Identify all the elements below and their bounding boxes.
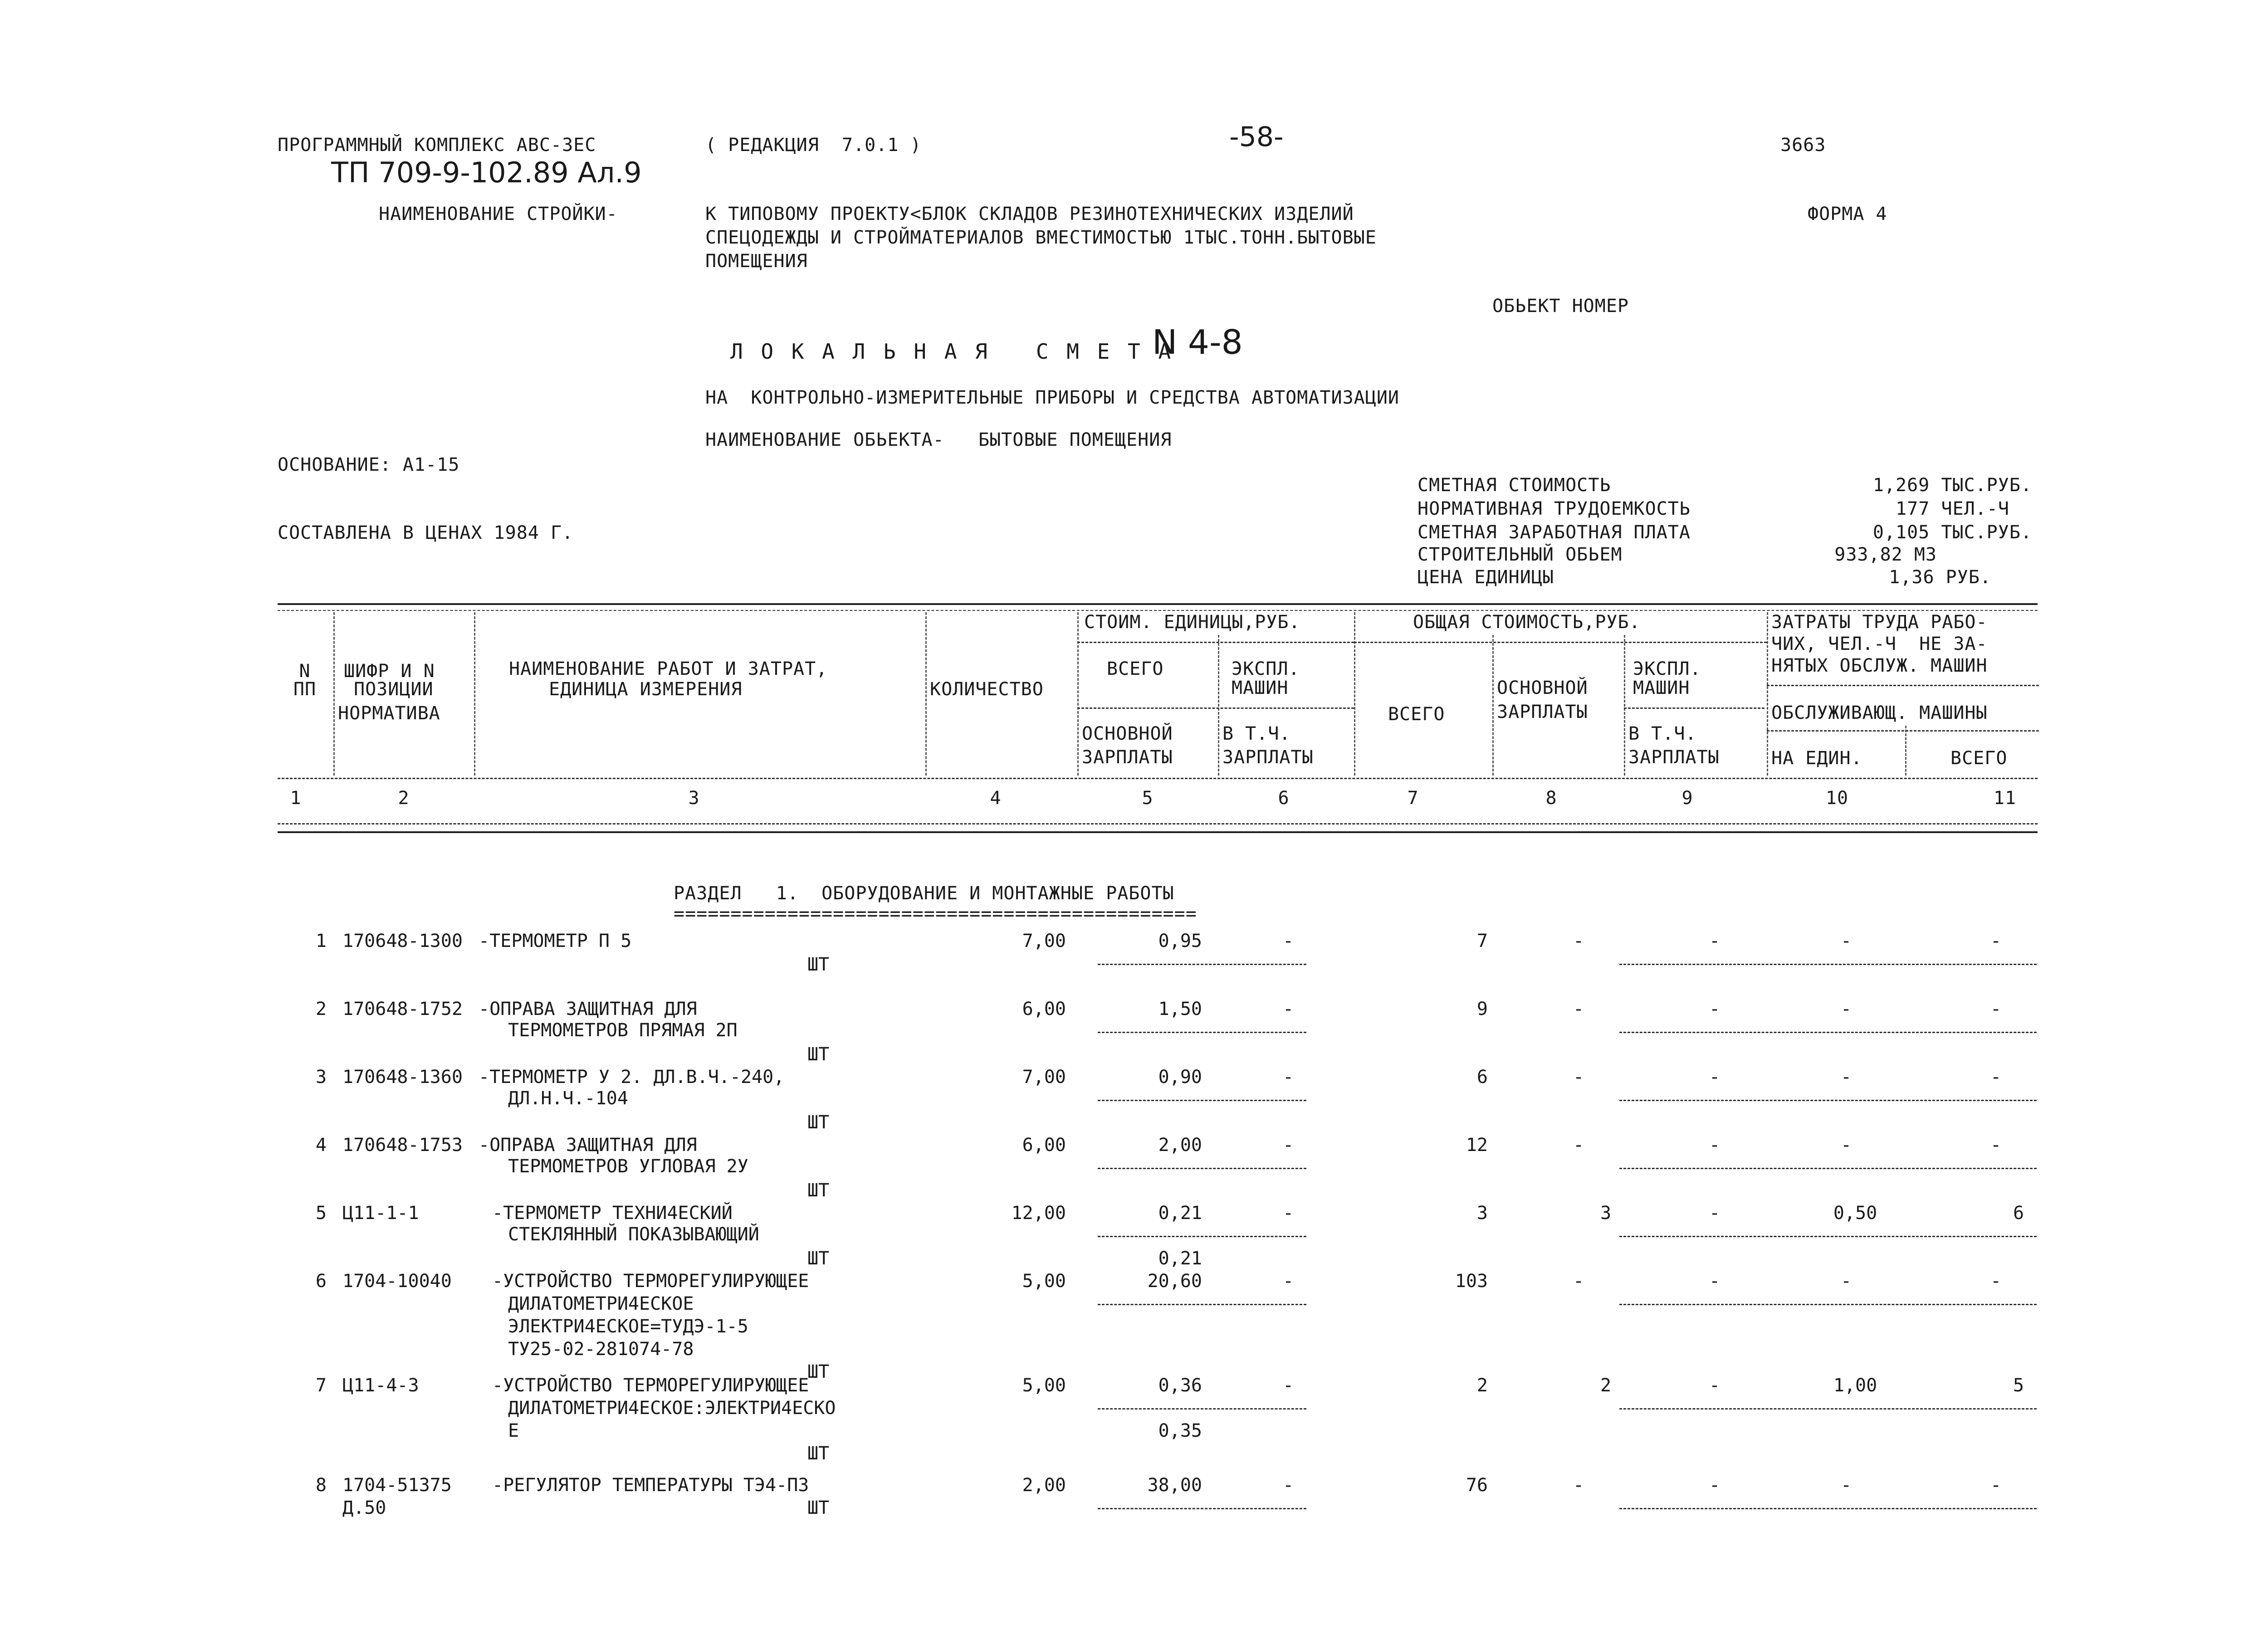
row-rule bbox=[1098, 1408, 1306, 1410]
row-name: -ТЕРМОМЕТР ТЕХНИ4ЕСКИЙ bbox=[492, 1203, 733, 1224]
row-labor-unit: - bbox=[1840, 1271, 1852, 1292]
row-quantity: 7,00 bbox=[1022, 931, 1066, 951]
summary-label: СТРОИТЕЛЬНЫЙ ОБЬЕМ bbox=[1418, 544, 1623, 565]
row-quantity: 6,00 bbox=[1022, 999, 1066, 1019]
col-number: 5 bbox=[1142, 788, 1154, 809]
row-code: 1704-10040 bbox=[342, 1271, 452, 1292]
summary-value: 933,82 М3 bbox=[1834, 544, 1937, 565]
row-number: 5 bbox=[315, 1203, 327, 1224]
row-name: ТЕРМОМЕТРОВ ПРЯМАЯ 2П bbox=[508, 1020, 738, 1041]
construction-line-1: К ТИПОВОМУ ПРОЕКТУ<БЛОК СКЛАДОВ РЕЗИНОТЕХНИЧЕСКИХ ИЗДЕЛИЙ bbox=[705, 204, 1354, 224]
row-rule bbox=[1619, 1100, 2037, 1101]
row-name: ДИЛАТОМЕТРИ4ЕСКОЕ bbox=[508, 1293, 694, 1314]
document-number: 3663 bbox=[1780, 135, 1826, 156]
numbers-bottom-rule bbox=[278, 823, 2038, 824]
row-code: Ц11-1-1 bbox=[342, 1203, 419, 1224]
table-top-rule-2 bbox=[278, 610, 2038, 611]
row-unit: ШТ bbox=[807, 1443, 830, 1464]
row-expl-total: - bbox=[1709, 1475, 1721, 1496]
row-expl-total: - bbox=[1709, 1067, 1721, 1088]
row-name: -ТЕРМОМЕТР У 2. ДЛ.В.Ч.-240, bbox=[479, 1067, 785, 1088]
general-incl-label-2: ЗАРПЛАТЫ bbox=[1628, 747, 1720, 768]
col-separator bbox=[1624, 635, 1625, 776]
row-name: -ОПРАВА ЗАЩИТНАЯ ДЛЯ bbox=[479, 1135, 697, 1156]
col-separator bbox=[1354, 612, 1355, 776]
header-inner-rule bbox=[1354, 642, 1767, 643]
row-expl-total: - bbox=[1709, 1203, 1721, 1224]
row-rule bbox=[1098, 1168, 1306, 1169]
col-number: 1 bbox=[290, 788, 302, 809]
col-qty-label: КОЛИЧЕСТВО bbox=[930, 679, 1044, 700]
general-wage-label-2: ЗАРПЛАТЫ bbox=[1497, 702, 1588, 722]
row-labor-unit: 1,00 bbox=[1833, 1375, 1877, 1396]
row-name: СТЕКЛЯННЫЙ ПОКАЗЫВАЮЩИЙ bbox=[508, 1224, 759, 1245]
row-labor-total: 5 bbox=[2013, 1375, 2024, 1396]
labor-total-label: ВСЕГО bbox=[1950, 748, 2008, 769]
handwritten-reference: ТП 709-9-102.89 Ал.9 bbox=[331, 156, 642, 189]
row-total: 6 bbox=[1476, 1067, 1488, 1088]
row-number: 2 bbox=[315, 999, 327, 1019]
row-total: 12 bbox=[1466, 1135, 1488, 1156]
row-rule bbox=[1098, 1508, 1306, 1509]
unit-expl-label-1: ЭКСПЛ. bbox=[1232, 658, 1300, 679]
row-number: 3 bbox=[315, 1067, 327, 1088]
row-labor-total: - bbox=[1990, 1067, 2002, 1088]
row-labor-unit: - bbox=[1840, 1067, 1852, 1088]
estimate-number: N 4-8 bbox=[1152, 323, 1243, 362]
row-expl: - bbox=[1282, 1475, 1294, 1496]
summary-label: СМЕТНАЯ СТОИМОСТЬ bbox=[1418, 475, 1611, 496]
col-number: 4 bbox=[990, 788, 1002, 809]
row-unit-wage: 0,21 bbox=[1158, 1248, 1202, 1269]
col-pp-label: ПП bbox=[293, 679, 317, 700]
labor-label-2: ЧИХ, ЧЕЛ.-Ч НЕ ЗА- bbox=[1771, 634, 1988, 654]
construction-label: НАИМЕНОВАНИЕ СТРОЙКИ- bbox=[379, 204, 618, 224]
row-labor-total: - bbox=[1990, 931, 2002, 951]
form-label: ФОРМА 4 bbox=[1808, 204, 1887, 224]
table-top-rule bbox=[278, 603, 2038, 605]
row-labor-total: - bbox=[1990, 1475, 2002, 1496]
row-unit: ШТ bbox=[807, 1180, 830, 1201]
row-unit-price: 38,00 bbox=[1147, 1475, 1202, 1496]
row-unit-price: 0,90 bbox=[1158, 1067, 1202, 1088]
row-expl-total: - bbox=[1709, 1375, 1721, 1396]
row-rule bbox=[1619, 1408, 2037, 1410]
row-rule bbox=[1619, 964, 2037, 965]
col-number: 9 bbox=[1681, 788, 1693, 809]
price-base: СОСТАВЛЕНА В ЦЕНАХ 1984 Г. bbox=[278, 522, 574, 543]
row-wage: - bbox=[1573, 931, 1584, 951]
col-separator bbox=[1077, 612, 1079, 776]
row-total: 9 bbox=[1476, 999, 1488, 1019]
unit-cost-label: СТОИМ. ЕДИНИЦЫ,РУБ. bbox=[1084, 612, 1300, 633]
construction-line-3: ПОМЕЩЕНИЯ bbox=[705, 251, 808, 272]
row-wage: - bbox=[1573, 1271, 1584, 1292]
summary-label: ЦЕНА ЕДИНИЦЫ bbox=[1418, 567, 1554, 588]
row-expl-total: - bbox=[1709, 1135, 1721, 1156]
row-labor-unit: - bbox=[1840, 1135, 1852, 1156]
col-number: 7 bbox=[1407, 788, 1419, 809]
col-separator bbox=[1767, 612, 1768, 776]
row-wage: - bbox=[1573, 1135, 1584, 1156]
row-rule bbox=[1098, 1304, 1306, 1305]
row-total: 2 bbox=[1476, 1375, 1488, 1396]
row-unit: ШТ bbox=[807, 1361, 830, 1382]
row-code: 1704-51375 bbox=[342, 1475, 452, 1496]
col-code-label-2: ПОЗИЦИИ bbox=[354, 679, 434, 700]
row-labor-unit: - bbox=[1840, 999, 1852, 1019]
unit-expl-label-2: МАШИН bbox=[1232, 678, 1289, 698]
row-quantity: 6,00 bbox=[1022, 1135, 1066, 1156]
row-rule bbox=[1098, 964, 1306, 965]
col-n-label: N bbox=[299, 661, 311, 682]
row-name: ТУ25-02-281074-78 bbox=[508, 1339, 694, 1360]
row-unit-wage: 0,35 bbox=[1158, 1420, 1202, 1441]
page-number: -58- bbox=[1229, 121, 1284, 153]
header-inner-rule bbox=[1077, 707, 1354, 709]
header-inner-rule bbox=[1077, 642, 1354, 643]
estimate-subject: НА КОНТРОЛЬНО-ИЗМЕРИТЕЛЬНЫЕ ПРИБОРЫ И СРЕДСТВА АВТОМАТИЗАЦИИ bbox=[705, 387, 1400, 408]
row-labor-total: - bbox=[1990, 999, 2002, 1019]
col-separator bbox=[1905, 726, 1906, 776]
row-name: ДИЛАТОМЕТРИ4ЕСКОЕ:ЭЛЕКТРИ4ЕСКО bbox=[508, 1398, 836, 1419]
row-unit: ШТ bbox=[807, 1044, 830, 1065]
construction-line-2: СПЕЦОДЕЖДЫ И СТРОЙМАТЕРИАЛОВ ВМЕСТИМОСТЬЮ 1ТЫС.ТОНН.БЫТОВЫЕ bbox=[705, 227, 1377, 248]
object-number: ОБЬЕКТ НОМЕР bbox=[1492, 296, 1629, 317]
estimate-title: Л О К А Л Ь Н А Я С М Е Т А bbox=[730, 339, 1174, 364]
object-name: НАИМЕНОВАНИЕ ОБЬЕКТА- БЫТОВЫЕ ПОМЕЩЕНИЯ bbox=[705, 429, 1172, 450]
labor-label-1: ЗАТРАТЫ ТРУДА РАБО- bbox=[1771, 612, 1988, 633]
row-expl: - bbox=[1282, 1203, 1294, 1224]
row-unit: ШТ bbox=[807, 954, 830, 975]
row-name: Е bbox=[508, 1420, 519, 1441]
row-rule bbox=[1619, 1508, 2037, 1509]
row-rule bbox=[1098, 1032, 1306, 1033]
unit-incl-label-2: ЗАРПЛАТЫ bbox=[1222, 747, 1314, 768]
row-quantity: 2,00 bbox=[1022, 1475, 1066, 1496]
summary-label: СМЕТНАЯ ЗАРАБОТНАЯ ПЛАТА bbox=[1418, 522, 1691, 543]
row-wage: - bbox=[1573, 999, 1584, 1019]
row-wage: 3 bbox=[1600, 1203, 1612, 1224]
col-separator bbox=[474, 612, 475, 776]
unit-incl-label-1: В Т.Ч. bbox=[1222, 723, 1291, 744]
col-number: 6 bbox=[1278, 788, 1290, 809]
basis: ОСНОВАНИЕ: А1-15 bbox=[278, 454, 460, 475]
general-total-label: ВСЕГО bbox=[1388, 704, 1445, 725]
row-unit-price: 2,00 bbox=[1158, 1135, 1202, 1156]
col-name-label-1: НАИМЕНОВАНИЕ РАБОТ И ЗАТРАТ, bbox=[509, 658, 828, 679]
row-rule bbox=[1619, 1032, 2037, 1033]
unit-total-label: ВСЕГО bbox=[1107, 658, 1164, 679]
summary-value: 177 ЧЕЛ.-Ч bbox=[1896, 498, 2009, 519]
general-expl-label-2: МАШИН bbox=[1633, 678, 1690, 698]
summary-label: НОРМАТИВНАЯ ТРУДОЕМКОСТЬ bbox=[1418, 498, 1691, 519]
col-number: 2 bbox=[398, 788, 410, 809]
col-name-label-2: ЕДИНИЦА ИЗМЕРЕНИЯ bbox=[549, 679, 743, 700]
row-unit-price: 0,36 bbox=[1158, 1375, 1202, 1396]
header-inner-rule bbox=[1767, 685, 2039, 686]
row-expl: - bbox=[1282, 1375, 1294, 1396]
row-rule bbox=[1619, 1168, 2037, 1169]
header-inner-rule bbox=[1767, 730, 2039, 732]
row-labor-unit: 0,50 bbox=[1833, 1203, 1877, 1224]
row-name: -РЕГУЛЯТОР ТЕМПЕРАТУРЫ ТЭ4-П3 bbox=[492, 1475, 809, 1496]
row-expl: - bbox=[1282, 931, 1294, 951]
row-wage: 2 bbox=[1600, 1375, 1612, 1396]
general-wage-label-1: ОСНОВНОЙ bbox=[1497, 678, 1588, 698]
row-wage: - bbox=[1573, 1475, 1584, 1496]
col-separator bbox=[333, 612, 335, 776]
row-quantity: 7,00 bbox=[1022, 1067, 1066, 1088]
row-expl: - bbox=[1282, 1271, 1294, 1292]
row-name: ТЕРМОМЕТРОВ УГЛОВАЯ 2У bbox=[508, 1156, 748, 1177]
unit-wage-label-1: ОСНОВНОЙ bbox=[1082, 723, 1173, 744]
program-name: ПРОГРАММНЫЙ КОМПЛЕКС АВС-3ЕС bbox=[278, 135, 596, 156]
labor-label-3: НЯТЫХ ОБСЛУЖ. МАШИН bbox=[1771, 655, 1988, 676]
edition: ( РЕДАКЦИЯ 7.0.1 ) bbox=[705, 135, 922, 156]
row-quantity: 5,00 bbox=[1022, 1375, 1066, 1396]
col-number: 3 bbox=[688, 788, 700, 809]
row-code-2: Д.50 bbox=[342, 1497, 386, 1518]
col-separator bbox=[1492, 635, 1494, 776]
row-name: -УСТРОЙСТВО ТЕРМОРЕГУЛИРУЮЩЕЕ bbox=[492, 1375, 809, 1396]
row-total: 7 bbox=[1476, 931, 1488, 951]
row-unit-price: 1,50 bbox=[1158, 999, 1202, 1019]
row-code: 170648-1360 bbox=[342, 1067, 463, 1088]
row-unit-price: 0,95 bbox=[1158, 931, 1202, 951]
row-rule bbox=[1098, 1100, 1306, 1101]
row-name: ДЛ.Н.Ч.-104 bbox=[508, 1088, 628, 1109]
summary-value: 1,269 ТЫС.РУБ. bbox=[1872, 475, 2032, 496]
row-expl: - bbox=[1282, 999, 1294, 1019]
row-name: -УСТРОЙСТВО ТЕРМОРЕГУЛИРУЮЩЕЕ bbox=[492, 1271, 809, 1292]
row-expl: - bbox=[1282, 1135, 1294, 1156]
section-underline: ============================================== bbox=[674, 903, 1197, 924]
summary-value: 0,105 ТЫС.РУБ. bbox=[1872, 522, 2032, 543]
row-name: -ТЕРМОМЕТР П 5 bbox=[479, 931, 632, 951]
col-number: 11 bbox=[1993, 788, 2017, 809]
row-unit-price: 0,21 bbox=[1158, 1203, 1202, 1224]
section-title: РАЗДЕЛ 1. ОБОРУДОВАНИЕ И МОНТАЖНЫЕ РАБОТЫ bbox=[674, 883, 1174, 904]
row-number: 4 bbox=[315, 1135, 327, 1156]
row-wage: - bbox=[1573, 1067, 1584, 1088]
col-code-label-3: НОРМАТИВА bbox=[338, 703, 440, 724]
col-code-label-1: ШИФР И N bbox=[344, 661, 435, 682]
general-expl-label-1: ЭКСПЛ. bbox=[1633, 658, 1701, 679]
row-labor-unit: - bbox=[1840, 931, 1852, 951]
row-expl: - bbox=[1282, 1067, 1294, 1088]
row-number: 7 bbox=[315, 1375, 327, 1396]
row-rule bbox=[1098, 1236, 1306, 1237]
row-unit: ШТ bbox=[807, 1497, 830, 1518]
row-total: 3 bbox=[1476, 1203, 1488, 1224]
row-rule bbox=[1619, 1304, 2037, 1305]
row-name: ЭЛЕКТРИ4ЕСКОЕ=ТУДЭ-1-5 bbox=[508, 1316, 748, 1337]
general-cost-label: ОБЩАЯ СТОИМОСТЬ,РУБ. bbox=[1413, 612, 1641, 633]
col-separator bbox=[1218, 635, 1219, 776]
row-total: 76 bbox=[1466, 1475, 1488, 1496]
row-code: Ц11-4-3 bbox=[342, 1375, 419, 1396]
col-separator bbox=[925, 612, 927, 776]
row-number: 8 bbox=[315, 1475, 327, 1496]
numbers-bottom-rule-2 bbox=[278, 831, 2038, 833]
col-number: 10 bbox=[1825, 788, 1849, 809]
row-expl-total: - bbox=[1709, 999, 1721, 1019]
row-total: 103 bbox=[1455, 1271, 1488, 1292]
header-bottom-rule bbox=[278, 778, 2038, 779]
row-number: 6 bbox=[315, 1271, 327, 1292]
header-inner-rule bbox=[1624, 707, 1765, 709]
row-unit-price: 20,60 bbox=[1147, 1271, 1202, 1292]
labor-per-unit-label: НА ЕДИН. bbox=[1771, 748, 1862, 769]
general-incl-label-1: В Т.Ч. bbox=[1628, 723, 1697, 744]
unit-wage-label-2: ЗАРПЛАТЫ bbox=[1082, 747, 1173, 768]
row-labor-total: - bbox=[1990, 1271, 2002, 1292]
row-name: -ОПРАВА ЗАЩИТНАЯ ДЛЯ bbox=[479, 999, 697, 1019]
row-expl-total: - bbox=[1709, 931, 1721, 951]
row-labor-total: - bbox=[1990, 1135, 2002, 1156]
row-rule bbox=[1619, 1236, 2037, 1237]
row-unit: ШТ bbox=[807, 1112, 830, 1133]
col-number: 8 bbox=[1545, 788, 1557, 809]
row-quantity: 12,00 bbox=[1011, 1203, 1066, 1224]
labor-machines-label: ОБСЛУЖИВАЮЩ. МАШИНЫ bbox=[1771, 702, 1988, 723]
row-code: 170648-1300 bbox=[342, 931, 463, 951]
row-code: 170648-1753 bbox=[342, 1135, 463, 1156]
row-number: 1 bbox=[315, 931, 327, 951]
row-expl-total: - bbox=[1709, 1271, 1721, 1292]
row-unit: ШТ bbox=[807, 1248, 830, 1269]
summary-value: 1,36 РУБ. bbox=[1889, 567, 1991, 588]
row-code: 170648-1752 bbox=[342, 999, 463, 1019]
row-quantity: 5,00 bbox=[1022, 1271, 1066, 1292]
row-labor-unit: - bbox=[1840, 1475, 1852, 1496]
row-labor-total: 6 bbox=[2013, 1203, 2024, 1224]
